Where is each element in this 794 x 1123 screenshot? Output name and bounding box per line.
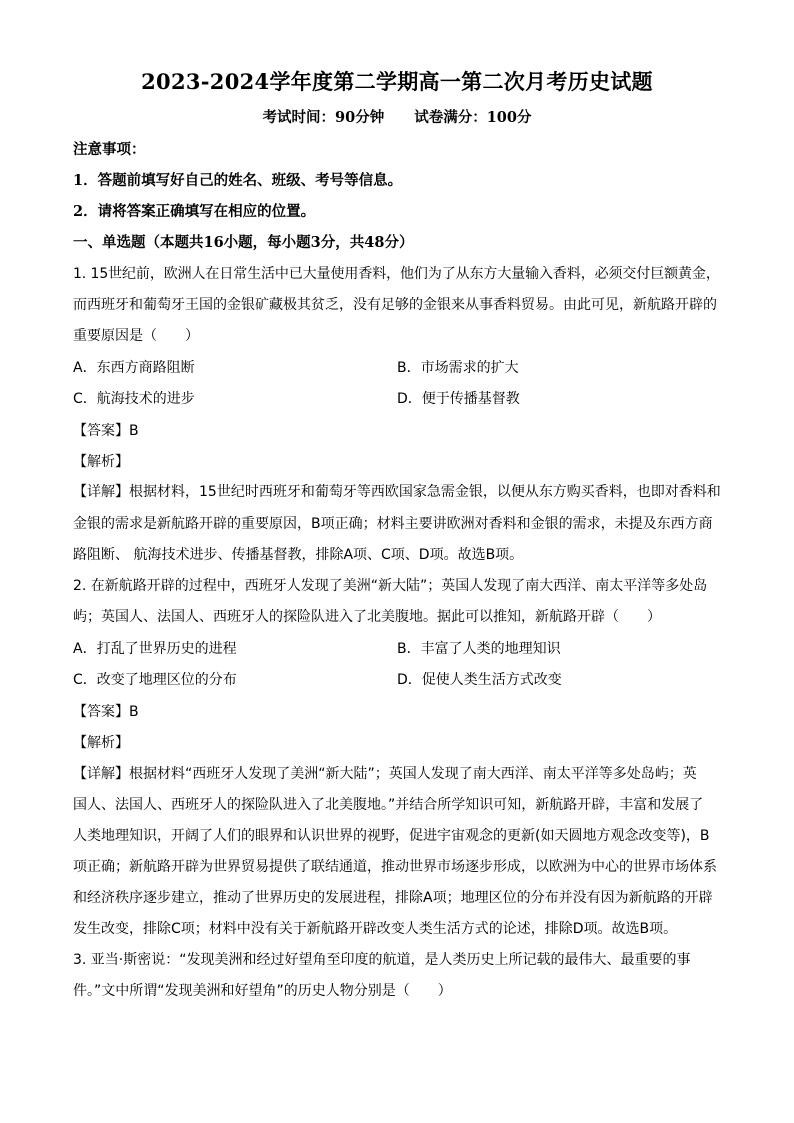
notice-item: 2．请将答案正确填写在相应的位置。 xyxy=(73,203,316,220)
question-1-line: 1. 15世纪前，欧洲人在日常生活中已大量使用香料，他们为了从东方大量输入香料，必须交付巨额黄金， xyxy=(73,266,720,282)
q1-option-a: A．东西方商路阻断 xyxy=(73,360,195,376)
q2-detail-line: 【详解】根据材料“西班牙人发现了美洲“新大陆”；英国人发现了南大西洋、南太平洋等多处岛屿；英 xyxy=(73,766,697,782)
q2-detail-line: 国人、法国人、西班牙人的探险队进入了北美腹地。”并结合所学知识可知，新航路开辟，丰富和发展了 xyxy=(73,797,704,813)
q1-detail-line: 金银的需求是新航路开辟的重要原因，B项正确；材料主要讲欧洲对香料和金银的需求，未提及东西方商 xyxy=(73,516,713,532)
q2-analysis-label: 【解析】 xyxy=(73,735,129,751)
section-heading: 一、单选题（本题共16小题，每小题3分，共48分） xyxy=(73,234,414,251)
question-3-line: 3. 亚当·斯密说：“发现美洲和经过好望角至印度的航道，是人类历史上所记载的最伟大、最重要的事 xyxy=(73,952,691,968)
q2-detail-line: 和经济秩序逐步建立，推动了世界历史的发展进程，排除A项；地理区位的分布并没有因为新航路的开辟 xyxy=(73,890,713,906)
exam-info xyxy=(0,106,794,127)
q2-detail-line: 发生改变，排除C项；材料中没有关于新航路开辟改变人类生活方式的论述，排除D项。故选B项。 xyxy=(73,921,678,937)
q1-option-c: C．航海技术的进步 xyxy=(73,391,195,407)
q2-answer: 【答案】B xyxy=(73,704,139,720)
q1-detail-line: 路阻断、 航海技术进步、传播基督教，排除A项、C项、D项。故选B项。 xyxy=(73,547,524,563)
question-2-line: 屿；英国人、法国人、西班牙人的探险队进入了北美腹地。据此可以推知，新航路开辟（ ） xyxy=(73,609,661,625)
q1-answer: 【答案】B xyxy=(73,423,139,439)
notice-heading: 注意事项： xyxy=(73,141,146,158)
question-3-line: 件。”文中所谓“发现美洲和好望角”的历史人物分别是（ ） xyxy=(73,983,452,999)
q2-option-d: D．促使人类生活方式改变 xyxy=(397,672,562,688)
q1-detail-line: 【详解】根据材料，15世纪时西班牙和葡萄牙等西欧国家急需金银，以便从东方购买香料，也即对香料和 xyxy=(73,484,721,500)
q2-option-a: A．打乱了世界历史的进程 xyxy=(73,641,237,657)
q2-detail-line: 项正确；新航路开辟为世界贸易提供了联结通道，推动世界市场逐步形成，以欧洲为中心的世界市场体系 xyxy=(73,859,717,875)
q2-option-b: B．丰富了人类的地理知识 xyxy=(397,641,561,657)
q2-option-c: C．改变了地理区位的分布 xyxy=(73,672,237,688)
exam-time: 考试时间：90分钟 xyxy=(262,109,385,126)
question-1-line: 重要原因是（ ） xyxy=(73,328,199,344)
full-score: 试卷满分：100分 xyxy=(414,109,532,126)
page-title: 2023-2024学年度第二学期高一第二次月考历史试题 xyxy=(141,69,653,94)
q1-option-b: B．市场需求的扩大 xyxy=(397,360,519,376)
question-1-line: 而西班牙和葡萄牙王国的金银矿藏极其贫乏，没有足够的金银来从事香料贸易。由此可见，新航路开辟的 xyxy=(73,297,717,313)
q1-analysis-label: 【解析】 xyxy=(73,454,129,470)
q2-detail-line: 人类地理知识，开阔了人们的眼界和认识世界的视野，促进宇宙观念的更新(如天圆地方观念改变等)，B xyxy=(73,828,710,844)
question-2-line: 2. 在新航路开辟的过程中，西班牙人发现了美洲“新大陆”；英国人发现了南大西洋、南太平洋等多处岛 xyxy=(73,578,708,594)
q1-option-d: D．便于传播基督教 xyxy=(397,391,520,407)
notice-item: 1．答题前填写好自己的姓名、班级、考号等信息。 xyxy=(73,172,403,189)
